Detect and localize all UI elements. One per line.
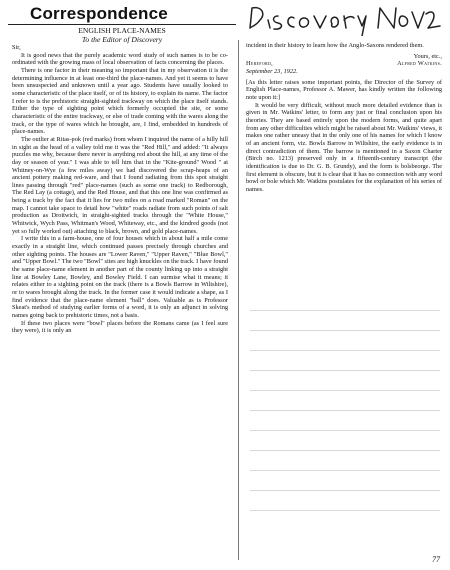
faint-scan-line [250, 430, 440, 431]
reply-paragraph: It would be very difficult, without much more detailed evidence than is given in Mr. Watkins' letter, to form any just or final conclusion upon his theories. They are based entirely upon the modern forms, and quite apart from any other difficulties which might be raised about Mr. Watkins' views, it makes one rather uneasy that in the only one of his names for which I know of an ancient form, viz. Bowls Barrow in Wiltshire, the early evidence is in direct contradiction of them. The barrow is mentioned in a Saxon Charter (Birch no. 1213) preserved only in a fifteenth-century transcript (the identification is due to Dr. G. B. Grundy), and the form is bolsbeorge. The first element is obscure, but it is clear that it has no connection with any word bowl or bole which Mr. Watkins postulates for the explanation of his series of names. [246, 101, 442, 193]
faint-scan-line [250, 450, 440, 451]
letter-date: September 23, 1922. [246, 67, 298, 75]
left-column [12, 44, 228, 564]
handwriting-scribble [244, 2, 444, 36]
salutation: Sir, [12, 44, 21, 51]
faint-scan-line [250, 370, 440, 371]
header-rule [8, 24, 236, 25]
blank-area [250, 310, 440, 530]
handwritten-annotation [244, 2, 444, 36]
faint-scan-line [250, 330, 440, 331]
paragraph: I write this in a farm-house, one of four houses which in about half a mile come exactly in a straight line, which continued passes precisely through churches and other sighting points. The houses are "Lower Raven," "Upper Raven," "Blue Bowl," and "Upper Bowl." The two "Bowl" sites are high knuckles on the track. I have found the same place-name element in another part of the county linking up into a straight line at Bowley Lane, Bowley, and Bowley Field. I can surmise what it means; it relates either to a sighting point on the track (there is a Bowls Barrow in Wiltshire), or to wares brought along the track. In the former case it would indicate a shape, as I find evidence that the place-name element "ball" does. Valuable as is Professor Skeat's method of studying earlier forms of a word, it is only an adjunct in solving names going back to prehistoric times, not a basis. [12, 235, 228, 319]
place-name: Hereford, [246, 60, 274, 68]
signature-line [246, 60, 442, 68]
faint-scan-line [250, 350, 440, 351]
editor-note: [As this letter raises some important points, the Director of the Survey of English Place-names, Professor A. Mawer, has kindly written the following note upon it:] [246, 78, 442, 101]
column-divider [238, 40, 239, 560]
faint-scan-line [250, 310, 440, 311]
faint-scan-line [250, 390, 440, 391]
to-editor-line: To the Editor of Discovery [81, 35, 163, 44]
faint-scan-line [250, 490, 440, 491]
faint-scan-line [250, 410, 440, 411]
signer-name: Alfred Watkins. [397, 60, 442, 68]
paragraph: It is good news that the purely academic word study of such names is to be co-ordinated with the growing mass of local observation of facts concerning the places. [12, 51, 228, 67]
continuation-text: incident in their history to learn how the Anglo-Saxons rendered them. [246, 42, 424, 49]
article-subtitle: ENGLISH PLACE-NAMES [78, 26, 166, 35]
paragraph: If these two places were "bowl" places before the Romans came (as I feel sure they were), it is only an [12, 319, 228, 335]
section-title: Correspondence [30, 4, 168, 23]
closing: Yours, etc., [413, 52, 442, 60]
faint-scan-line [250, 470, 440, 471]
signature-block [246, 53, 442, 76]
paragraph: The outlier at Ritas-pok (red marks) from whom I inquired the name of a hilly hill in sight as the head of a valley told me it was the "Red Hill," and added: "It always puzzles me why, because there never is anything red about the hill, at any time of the day or season of year." I was able to tell him that in the "Kite-ground" Wood " at Whitney-on-Wye (a few miles away) we had discovered the scrap-heaps of an ancient pottery making red-ware, and that I found radiating from this spot straight lines passing through "red" place-names (such as some one track) to Redborough, The Red Lay (a cottage), and the Red House, and that this one line was confirmed as being a track by the fact that it lies for two miles on a road marked "Roman" on the map. I cannot take space to detail how "white" roads radiate from such points of salt production as Droitwich, in straight-sighted tracks through the "White House," Whitwick, Wych Pass, Whitman's Wood, Whiteway, etc., and the kindred goods (not yet so fully worked out) attaching to black, brown, and gold place-names. [12, 135, 228, 235]
paragraph: There is one factor in their meaning so important that in my observation it is the determining influence in at least one-third the place-names. And yet it seems to have been unsuspected and unknown until a year ago. Students have usually looked to some characteristic of the place itself, or of its history, to explain its name. The factor I refer to is the prehistoric straight-sighted trackway on which the place itself stands. Either the type of sighting point which formerly occupied the site, or some characteristic of the entire trackway, or else of trade coming with the wares along the track, or the type of wares which he brought, are, I find, embedded in hundreds of place-names. [12, 66, 228, 136]
article-heading [8, 26, 236, 44]
faint-scan-line [250, 510, 440, 511]
page-number: 77 [432, 555, 440, 564]
right-column [246, 42, 442, 304]
